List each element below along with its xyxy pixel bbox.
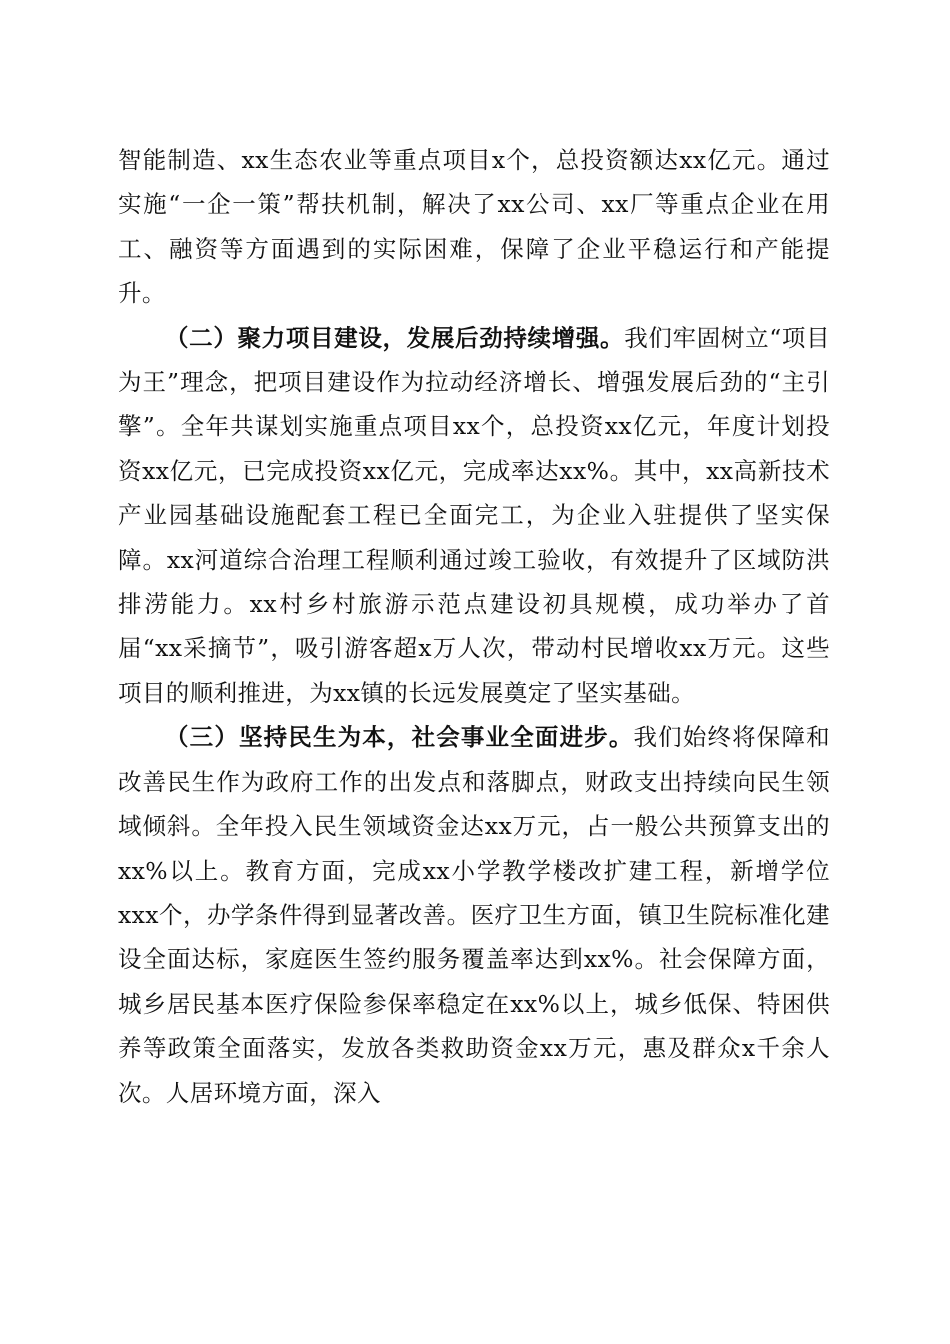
paragraph-text: 我们始终将保障和改善民生作为政府工作的出发点和落脚点，财政支出持续向民生领域倾斜。全年投入民生领域资金达xx万元，占一般公共预算支出的xx%以上。教育方面，完成xx小学教学楼改扩建工程，新增学位xxx个，办学条件得到显著改善。医疗卫生方面，镇卫生院标准化建设全面达标，家庭医生签约服务覆盖率达到xx%。社会保障方面，城乡居民基本医疗保险参保率稳定在xx%以上，城乡低保、特困供养等政策全面落实，发放各类救助资金xx万元，惠及群众x千余人次。人居环境方面，深入 bbox=[118, 723, 831, 1107]
section-heading: （三）坚持民生为本，社会事业全面进步。 bbox=[165, 723, 634, 752]
section-heading: （二）聚力项目建设，发展后劲持续增强。 bbox=[165, 323, 625, 352]
paragraph-project-construction bbox=[118, 316, 830, 716]
paragraph-continuation bbox=[118, 138, 830, 316]
paragraph-livelihood bbox=[118, 715, 830, 1115]
document-body bbox=[118, 138, 830, 1115]
paragraph-text: 我们牢固树立“项目为王”理念，把项目建设作为拉动经济增长、增强发展后劲的“主引擎”。全年共谋划实施重点项目xx个，总投资xx亿元，年度计划投资xx亿元，已完成投资xx亿元，完成率达xx%。其中，xx高新技术产业园基础设施配套工程已全面完工，为企业入驻提供了坚实保障。xx河道综合治理工程顺利通过竣工验收，有效提升了区域防洪排涝能力。xx村乡村旅游示范点建设初具规模，成功举办了首届“xx采摘节”，吸引游客超x万人次，带动村民增收xx万元。这些项目的顺利推进，为xx镇的长远发展奠定了坚实基础。 bbox=[118, 323, 830, 707]
paragraph-text: 智能制造、xx生态农业等重点项目x个，总投资额达xx亿元。通过实施“一企一策”帮扶机制，解决了xx公司、xx厂等重点企业在用工、融资等方面遇到的实际困难，保障了企业平稳运行和产能提升。 bbox=[118, 146, 830, 308]
